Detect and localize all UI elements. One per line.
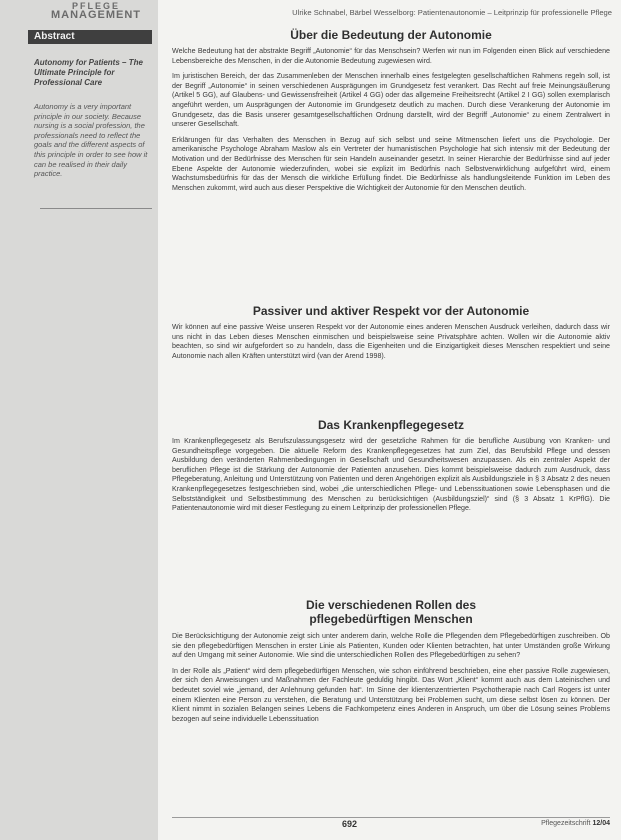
running-head: Ulrike Schnabel, Bärbel Wesselborg: Patientenautonomie – Leitprinzip für professionelle Pflege (292, 8, 612, 17)
section-heading: Passiver und aktiver Respekt vor der Autonomie (252, 304, 530, 318)
journal-logo (40, 2, 152, 20)
logo-line-2: MANAGEMENT (50, 9, 142, 21)
section-autonomy-meaning (172, 28, 610, 193)
section-heading: Das Krankenpflegegesetz (317, 418, 465, 432)
paragraph: Die Berücksichtigung der Autonomie zeigt sich unter anderem darin, welche Rolle die Pflegenden dem Pflegebedürftigen zuschreiben. Ob sie den pflegebedürftigen Menschen in erster Linie als Patienten, Kunden oder Klienten betrachten, hat unter Umständen große Wirkung auf den Umgang mit seiner Autonomie. Wie sind die unterschiedlichen Rollen des Pflegebedürftigen zu sehen? (172, 632, 610, 660)
abstract-title: Autonomy for Patients – The Ultimate Principle for Professional Care (34, 58, 143, 87)
paragraph: Wir können auf eine passive Weise unseren Respekt vor der Autonomie eines anderen Menschen Ausdruck verleihen, dadurch dass wir uns nicht in das Leben dieses Menschen einmischen und beispielsweise seine Privatsphäre achten. Wollen wir die Autonomie aktiv beachten, so sind wir aufgefordert so zu handeln, dass die Eigenheiten und die Einzigartigkeit dieses Menschen respektiert und seine Autonomie nach allen Kräften unterstützt wird (van der Arend 1998). (172, 323, 610, 360)
abstract-divider (40, 208, 152, 209)
abstract-heading: Abstract (28, 30, 152, 44)
logo-line-1: PFLEGE (71, 1, 120, 11)
paragraph: Im Krankenpflegegesetz als Berufszulassungsgesetz wird der gesetzliche Rahmen für die berufliche Ausübung von Kranken- und Gesundheitspflege vorgegeben. Die aktuelle Reform des Krankenpflegegesetzes hat zum Ziel, das Berufsbild Pflege und dessen Ausbildung den veränderten Rahmenbedingungen in Gesellschaft und Gesundheitswesen anzupassen. Als ein zentraler Aspekt der beruflichen Pflege ist die Stärkung der Autonomie der Patienten anzusehen. Dies kommt beispielsweise dadurch zum Ausdruck, dass Pflegeberatung, Anleitung und Unterstützung von Patienten und deren Angehörigen explizit als Ausbildungsziele in § 3 Absatz 2 des neuen Krankenpflegegesetzes festgeschrieben sind, wobei „die unterschiedlichen Pflege- und Lebenssituationen sowie Lebensphasen und die Selbstständigkeit und Selbstbestimmung des Menschen zu berücksichtigen (Ausbildungsziel)“ sind (§ 3 Absatz 1 KrPflG). Die Patientenautonomie wird mit dieser Festlegung zu einem Leitprinzip der professionellen Pflege. (172, 437, 610, 513)
paragraph: Erklärungen für das Verhalten des Menschen in Bezug auf sich selbst und seine Mitmenschen liefert uns die Psychologie. Der amerikanische Psychologe Abraham Maslow als ein Vertreter der humanistischen Psychologie hat sich intensiv mit der Bedeutung der Motivation und der Bedürfnisse des Menschen für sein Handeln auseinander gesetzt. In seiner Hierarchie der Bedürfnisse sind auf jeder Ebene Aspekte der Autonomie wiederzufinden, wobei sie explizit im Bedürfnis nach Selbstverwirklichung aufgeführt wird, einem Wachstumsbedürfnis für das der Mensch die wirkliche Erfüllung findet. Die Bedürfnisse als handlungsleitende Funktion im Leben des Menschen zukommt, wird auch aus dieser Perspektive die Wichtigkeit der Autonomie für den Menschen deutlich. (172, 135, 610, 192)
section-heading: Die verschiedenen Rollen des pflegebedürftigen Menschen (305, 598, 477, 626)
section-passive-active-respect (172, 304, 610, 361)
section-nursing-law (172, 418, 610, 514)
section-heading: Über die Bedeutung der Autonomie (290, 28, 492, 42)
section-patient-roles (172, 598, 610, 724)
paragraph: Im juristischen Bereich, der das Zusammenleben der Menschen innerhalb eines festgelegten gesellschaftlichen Rahmens regeln soll, ist der Begriff „Autonomie“ in seinen verschiedenen Ausprägungen im Grundgesetz fest verankert. Das Recht auf freie Meinungsäußerung (Artikel 5 GG), auf Glaubens- und Gewissensfreiheit (Artikel 4 GG) oder das allgemeine Freiheitsrecht (Artikel 2 I GG) sollen exemplarisch angeführt werden, um Ausprägungen der Autonomie im Grundgesetz deutlich zu machen. Durch diese Verankerung der Autonomie im Grundgesetz, das die Basis unserer gesamtgesellschaftlichen Ordnung darstellt, wird der Begriff „Autonomie“ zu einem Zentralwert in unserer Gesellschaft. (172, 72, 610, 129)
paragraph: Welche Bedeutung hat der abstrakte Begriff „Autonomie“ für das Menschsein? Werfen wir nun im Folgenden einen Blick auf verschiedene Lebensbereiche des Menschen, in der die Autonomie Bedeutung zugewiesen wird. (172, 47, 610, 65)
abstract-body: Autonomy is a very important principle in our society. Because nursing is a social profession, the professionals need to reflect the goals and the different aspects of this principle in order to see how it can be realised in their daily practice. (34, 102, 148, 179)
journal-name: Pflegezeitschrift (541, 820, 591, 827)
paragraph: In der Rolle als „Patient“ wird dem pflegebedürftigen Menschen, wie schon einführend beschrieben, eine eher passive Rolle zugewiesen, der sich den Anweisungen und Maßnahmen der Fachleute geduldig hingibt. Das Wort „Klient“ kommt auch aus dem Lateinischen und bedeutet soviel wie „jemand, der Anlehnung gefunden hat“. Im Sinne der klientenzentrierten Psychotherapie nach Carl Rogers ist unter einem Klienten eine Person zu verstehen, die Beratung und Unterstützung bei Problemen sucht, um diese selbst lösen zu können. Der Klient nimmt in sozialen Belangen seines Lebens die Fachkompetenz eines Anderen in Anspruch, um über die Lösung seines Problems bezogen auf seine individuelle Lebenssituation (172, 666, 610, 723)
footer-journal (541, 820, 610, 827)
page-number: 692 (342, 819, 358, 829)
page-footer (172, 817, 610, 832)
issue-number: 12/04 (592, 820, 610, 827)
